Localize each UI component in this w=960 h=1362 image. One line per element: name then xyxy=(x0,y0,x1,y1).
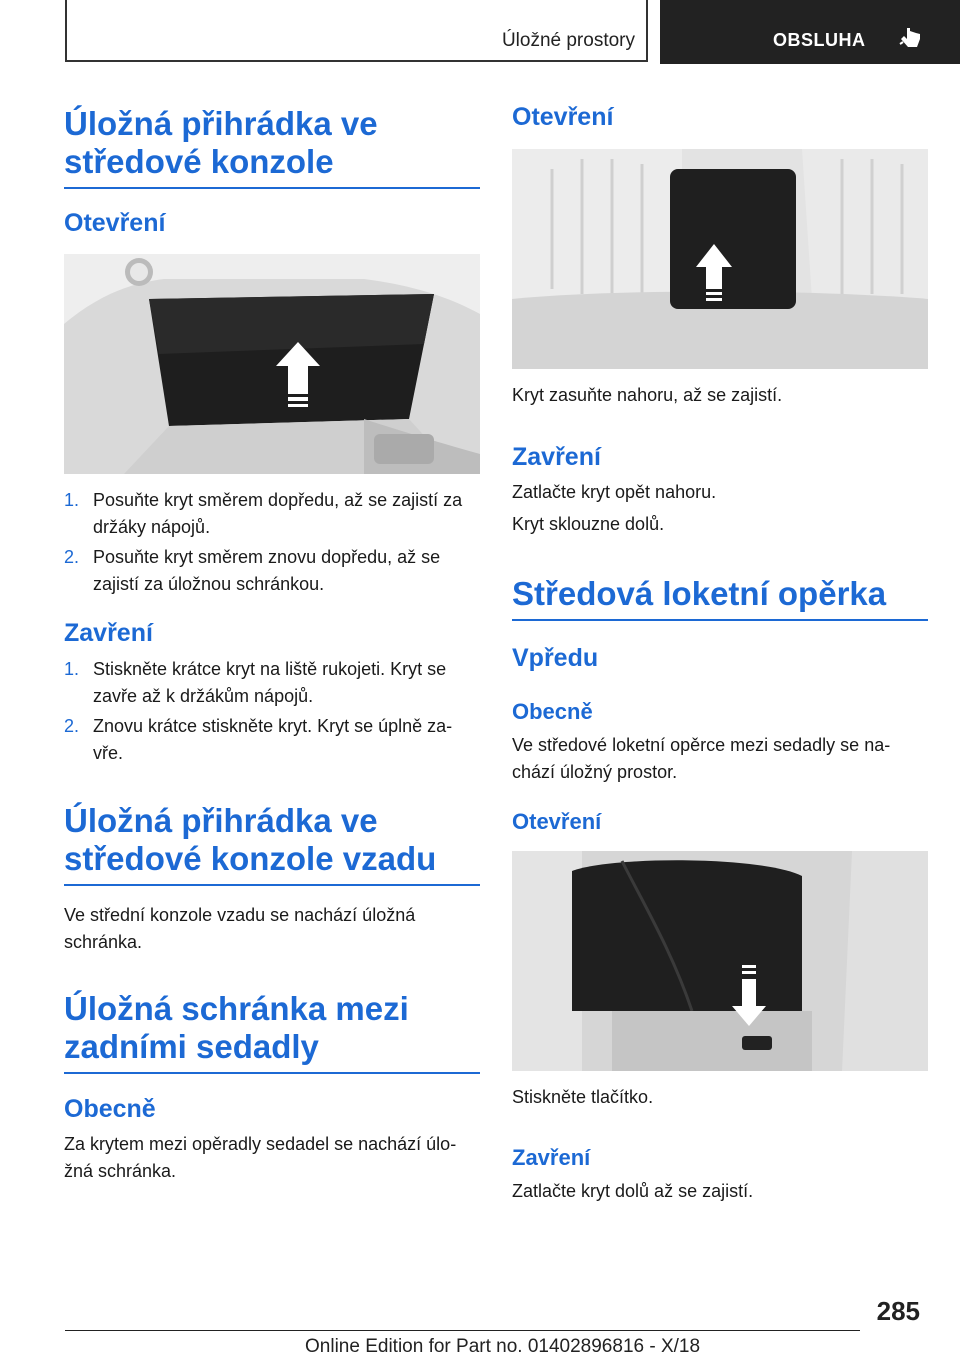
header-chapter-tab xyxy=(660,0,960,64)
paragraph-press-button: Stiskněte tlačítko. xyxy=(512,1087,654,1107)
heading-close: Zavření xyxy=(64,619,153,647)
heading-general: Obecně xyxy=(64,1095,156,1123)
heading-center-console-compartment: Úložná přihrádka ve středové konzole xyxy=(64,105,480,189)
heading-rear-console-compartment: Úložná přihrádka ve středové konzole vzadu xyxy=(64,802,480,886)
heading-close: Zavření xyxy=(512,443,601,471)
paragraph-rear-seat: Za krytem mezi opěradly sedadel se nachází úlo-žná schránka. xyxy=(64,1134,457,1181)
step-text: Znovu krátce stiskněte kryt. Kryt se úplně za-vře. xyxy=(93,716,453,763)
paragraph-open-instruction: Kryt zasuňte nahoru, až se zajistí. xyxy=(512,385,783,405)
heading-front: Vpředu xyxy=(512,644,599,672)
paragraph-close-instruction-2: Kryt sklouzne dolů. xyxy=(512,514,665,534)
step-text: Posuňte kryt směrem dopředu, až se zajistí za držáky nápojů. xyxy=(93,490,463,537)
heading-open: Otevření xyxy=(512,809,602,834)
heading-open: Otevření xyxy=(64,209,166,237)
step-number: 2. xyxy=(64,547,80,567)
heading-center-armrest: Středová loketní opěrka xyxy=(512,575,928,621)
step-text: Stiskněte krátce kryt na liště rukojeti. Kryt se zavře až k držákům nápojů. xyxy=(93,659,447,706)
image-center-console-cover xyxy=(64,254,480,474)
step-number: 1. xyxy=(64,490,80,510)
footer-divider xyxy=(65,1330,860,1331)
paragraph-rear-console: Ve střední konzole vzadu se nachází úložná schránka. xyxy=(64,905,416,952)
paragraph-armrest-general: Ve středové loketní opěrce mezi sedadly se na-chází úložný prostor. xyxy=(512,735,891,782)
header-section-title: Úložné prostory xyxy=(501,30,635,51)
step-number: 2. xyxy=(64,716,80,736)
step-text: Posuňte kryt směrem znovu dopředu, až se zajistí za úložnou schránkou. xyxy=(93,547,441,594)
paragraph-close-instruction-1: Zatlačte kryt opět nahoru. xyxy=(512,482,717,502)
heading-rear-seat-compartment: Úložná schránka mezi zadními sedadly xyxy=(64,990,480,1074)
heading-open: Otevření xyxy=(512,103,614,131)
page-number: 285 xyxy=(876,1296,920,1326)
pointing-hand-icon xyxy=(898,26,922,57)
image-armrest xyxy=(512,851,928,1071)
image-rear-seat-cover xyxy=(512,149,928,369)
heading-general: Obecně xyxy=(512,699,593,724)
paragraph-press-cover: Zatlačte kryt dolů až se zajistí. xyxy=(512,1181,754,1201)
step-number: 1. xyxy=(64,659,80,679)
header-chapter-title: OBSLUHA xyxy=(773,30,866,50)
footer-edition: Online Edition for Part no. 01402896816 - X/18 xyxy=(305,1336,701,1357)
heading-close: Zavření xyxy=(512,1145,591,1170)
